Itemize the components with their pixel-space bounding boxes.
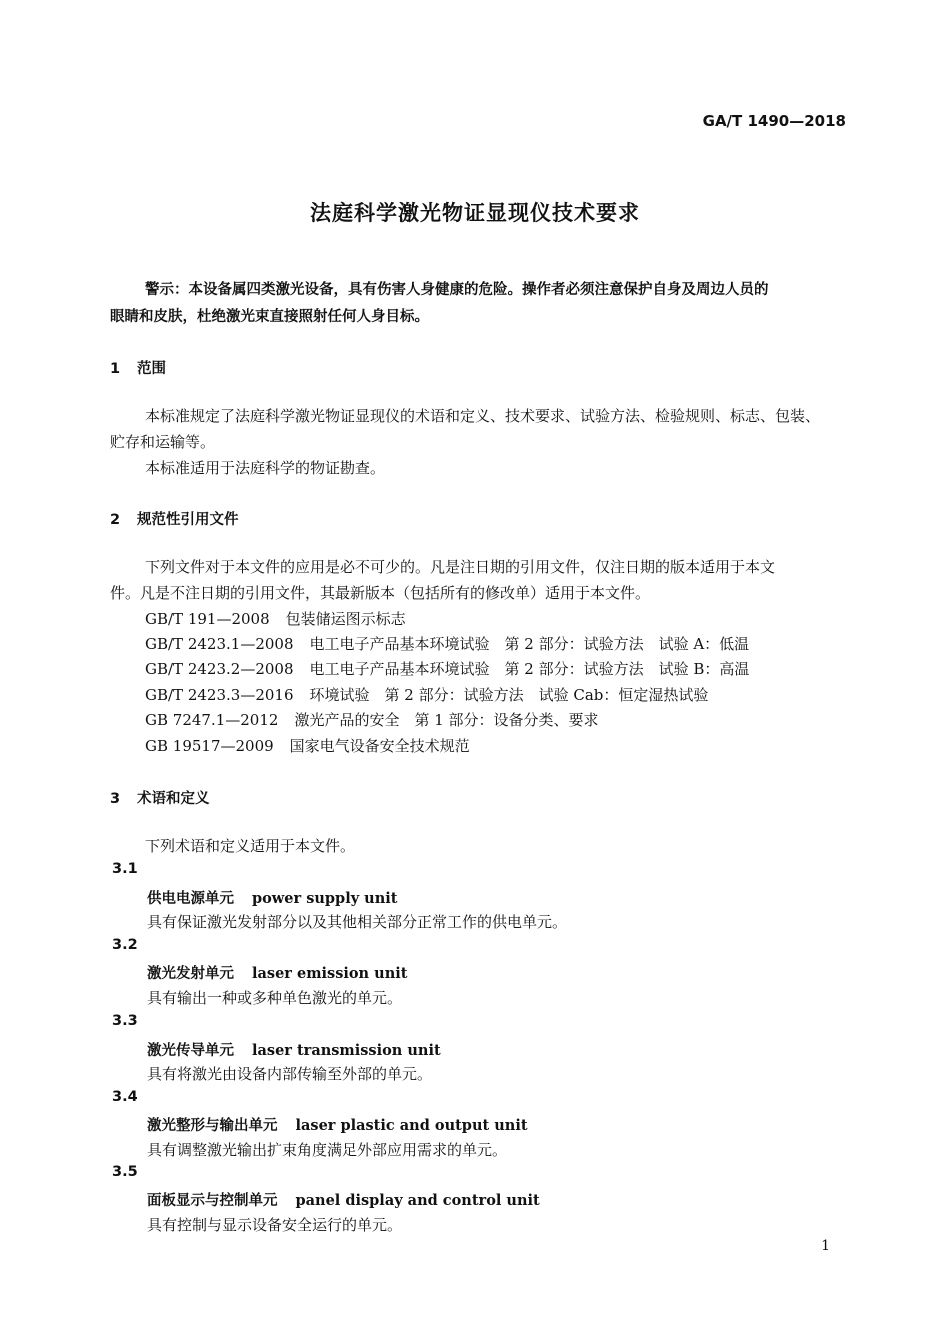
term-zh: 面板显示与控制单元	[147, 1193, 278, 1209]
reference-item	[145, 608, 406, 629]
section-number: 3	[110, 791, 121, 807]
standard-code: GA/T 1490—2018	[702, 112, 846, 130]
section-title: 范围	[137, 361, 166, 377]
reference-title: 激光产品的安全 第 1 部分：设备分类、要求	[294, 711, 599, 729]
reference-code: GB/T 191—2008	[145, 610, 270, 628]
reference-item	[145, 709, 599, 730]
term-definition: 具有调整激光输出扩束角度满足外部应用需求的单元。	[147, 1141, 508, 1159]
term-en: laser plastic and output unit	[295, 1117, 528, 1134]
reference-item	[145, 735, 470, 756]
page-number: 1	[821, 1238, 830, 1254]
term-zh: 激光发射单元	[147, 966, 234, 982]
section-2-paragraph-line-2: 件。凡是不注日期的引用文件，其最新版本（包括所有的修改单）适用于本文件。	[110, 584, 651, 602]
term-title	[147, 1189, 540, 1210]
term-definition: 具有输出一种或多种单色激光的单元。	[147, 989, 403, 1007]
warning-line-1: 警示：本设备属四类激光设备，具有伤害人身健康的危险。操作者必须注意保护自身及周边人员的	[145, 282, 769, 298]
clause-number: 3.5	[112, 1164, 138, 1180]
reference-title: 包装储运图示标志	[285, 610, 406, 628]
clause-number: 3.3	[112, 1013, 138, 1029]
clause-number: 3.2	[112, 937, 138, 953]
section-number: 1	[110, 361, 121, 377]
term-en: panel display and control unit	[295, 1192, 540, 1209]
term-zh: 供电电源单元	[147, 891, 234, 907]
reference-title: 环境试验 第 2 部分：试验方法 试验 Cab：恒定湿热试验	[309, 686, 709, 704]
reference-code: GB/T 2423.1—2008	[145, 635, 294, 653]
term-zh: 激光整形与输出单元	[147, 1118, 278, 1134]
term-en: laser transmission unit	[252, 1042, 441, 1059]
term-definition: 具有控制与显示设备安全运行的单元。	[147, 1216, 403, 1234]
section-1-heading	[110, 357, 166, 378]
warning-line-2: 眼睛和皮肤，杜绝激光束直接照射任何人身目标。	[110, 309, 429, 325]
term-en: power supply unit	[252, 890, 398, 907]
reference-code: GB/T 2423.2—2008	[145, 660, 294, 678]
term-title	[147, 1039, 441, 1060]
section-number: 2	[110, 512, 121, 528]
reference-code: GB/T 2423.3—2016	[145, 686, 294, 704]
term-en: laser emission unit	[252, 965, 408, 982]
term-definition: 具有将激光由设备内部传输至外部的单元。	[147, 1065, 433, 1083]
reference-title: 电工电子产品基本环境试验 第 2 部分：试验方法 试验 A：低温	[309, 635, 750, 653]
term-title	[147, 1114, 528, 1135]
clause-number: 3.4	[112, 1089, 138, 1105]
clause-number: 3.1	[112, 861, 138, 877]
reference-code: GB 7247.1—2012	[145, 711, 279, 729]
section-1-paragraph-1-line-2: 贮存和运输等。	[110, 433, 216, 451]
document-title: 法庭科学激光物证显现仪技术要求	[310, 201, 640, 225]
reference-item	[145, 684, 708, 705]
reference-title: 国家电气设备安全技术规范	[289, 737, 470, 755]
reference-code: GB 19517—2009	[145, 737, 274, 755]
section-2-paragraph-line-1: 下列文件对于本文件的应用是必不可少的。凡是注日期的引用文件，仅注日期的版本适用于本文	[145, 558, 776, 576]
section-1-paragraph-1-line-1: 本标准规定了法庭科学激光物证显现仪的术语和定义、技术要求、试验方法、检验规则、标志、包装、	[145, 407, 821, 425]
section-3-heading	[110, 787, 210, 808]
term-title	[147, 962, 407, 983]
reference-item	[145, 633, 749, 654]
section-title: 术语和定义	[137, 791, 210, 807]
term-title	[147, 887, 397, 908]
section-2-heading	[110, 508, 239, 529]
term-zh: 激光传导单元	[147, 1043, 234, 1059]
section-title: 规范性引用文件	[137, 512, 239, 528]
reference-item	[145, 658, 749, 679]
term-definition: 具有保证激光发射部分以及其他相关部分正常工作的供电单元。	[147, 913, 568, 931]
section-1-paragraph-2: 本标准适用于法庭科学的物证勘查。	[145, 459, 386, 477]
reference-title: 电工电子产品基本环境试验 第 2 部分：试验方法 试验 B：高温	[309, 660, 750, 678]
section-3-intro: 下列术语和定义适用于本文件。	[145, 837, 356, 855]
